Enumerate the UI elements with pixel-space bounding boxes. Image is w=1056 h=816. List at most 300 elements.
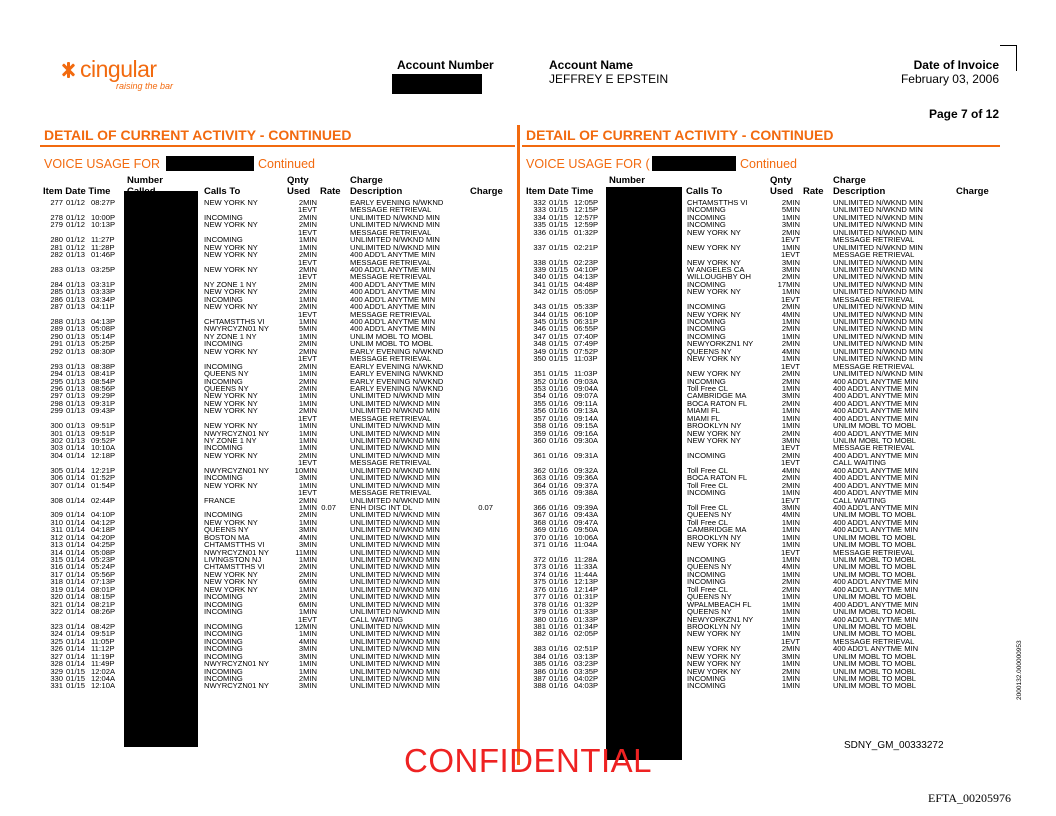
row-date: 01/16 <box>549 376 569 386</box>
row-item: 352 <box>533 376 546 386</box>
row-time: 10:06A <box>574 532 599 542</box>
row-item: 278 <box>50 212 63 222</box>
row-date: 01/12 <box>66 220 86 230</box>
row-date: 01/14 <box>66 480 86 490</box>
row-item: 281 <box>50 242 63 252</box>
row-date: 01/13 <box>66 331 86 341</box>
row-calls-to: NWYRCYZN01 NY <box>204 465 269 475</box>
row-used: 1EVT <box>298 488 317 498</box>
row-item: 286 <box>50 294 63 304</box>
row-description: MESSAGE RETRIEVAL <box>350 257 432 267</box>
row-item: 347 <box>533 331 546 341</box>
row-date: 01/14 <box>66 636 86 646</box>
row-description: UNLIM MOBL TO MOBL <box>833 666 916 676</box>
row-calls-to: INCOMING <box>204 644 243 654</box>
row-time: 03:23P <box>574 659 599 669</box>
row-date: 01/15 <box>549 302 569 312</box>
row-description: UNLIMITED N/WKND MIN <box>833 346 923 356</box>
row-date: 01/14 <box>66 569 86 579</box>
row-item: 342 <box>533 287 546 297</box>
row-date: 01/14 <box>66 607 86 617</box>
row-used: 3MIN <box>781 257 800 267</box>
row-item: 377 <box>533 592 546 602</box>
row-date: 01/16 <box>549 398 569 408</box>
row-description: UNLIMITED N/WKND MIN <box>833 212 923 222</box>
row-item: 348 <box>533 339 546 349</box>
row-calls-to: NEW YORK NY <box>204 302 258 312</box>
row-calls-to: Toll Free CL <box>687 584 728 594</box>
row-date: 01/16 <box>549 473 569 483</box>
row-description: 400 ADD'L ANYTME MIN <box>833 376 919 386</box>
row-used: 1MIN <box>298 391 317 401</box>
row-time: 02:51P <box>574 644 599 654</box>
row-calls-to: BOCA RATON FL <box>687 398 748 408</box>
row-item: 336 <box>533 227 546 237</box>
row-used: 1MIN <box>298 398 317 408</box>
row-used: 4MIN <box>781 346 800 356</box>
row-description: UNLIMITED N/WKND MIN <box>350 473 440 483</box>
row-description: 400 ADD'L ANYTME MIN <box>833 584 919 594</box>
row-time: 12:02A <box>91 666 116 676</box>
row-description: UNLIMITED N/WKND MIN <box>833 317 923 326</box>
row-date: 01/13 <box>66 369 86 379</box>
row-used: 2MIN <box>781 644 800 654</box>
row-description: UNLIMITED N/WKND MIN <box>833 339 923 349</box>
row-item: 327 <box>50 651 63 661</box>
row-date: 01/16 <box>549 406 569 416</box>
row-item: 359 <box>533 428 546 438</box>
row-used: 4MIN <box>298 532 317 542</box>
row-used: 1MIN <box>781 674 800 683</box>
row-description: 400 ADD'L ANYTME MIN <box>350 250 436 260</box>
table-row <box>43 348 503 355</box>
row-time: 09:04A <box>574 383 599 393</box>
row-used: 1EVT <box>781 294 800 304</box>
row-item: 386 <box>533 666 546 676</box>
row-time: 01:33P <box>574 614 599 624</box>
row-calls-to: NEW YORK NY <box>204 480 258 490</box>
row-date: 01/13 <box>66 324 86 334</box>
row-used: 2MIN <box>781 324 800 334</box>
row-item: 360 <box>533 436 546 445</box>
row-calls-to: NEW YORK NY <box>687 257 741 267</box>
row-calls-to: INCOMING <box>204 376 243 386</box>
row-date: 01/16 <box>549 391 569 401</box>
row-date: 01/14 <box>66 659 86 669</box>
row-description: 400 ADD'L ANYTME MIN <box>350 324 436 334</box>
row-calls-to: CAMBRIDGE MA <box>687 525 747 535</box>
row-used: 2MIN <box>781 376 800 386</box>
row-time: 09:11A <box>574 398 598 408</box>
row-date: 01/15 <box>549 331 569 341</box>
row-date: 01/13 <box>66 264 86 274</box>
row-date: 01/15 <box>549 227 569 237</box>
row-date: 01/13 <box>66 428 86 438</box>
row-calls-to: INCOMING <box>204 621 243 631</box>
row-date: 01/13 <box>66 361 86 371</box>
row-used: 3MIN <box>781 436 800 445</box>
date-of-invoice-label: Date of Invoice <box>913 58 999 72</box>
row-calls-to: INCOMING <box>687 324 726 334</box>
row-time: 12:13P <box>574 577 599 587</box>
row-description: UNLIM MOBL TO MOBL <box>833 532 916 542</box>
row-used: 17MIN <box>777 279 800 289</box>
row-date: 01/15 <box>549 220 569 230</box>
row-description: UNLIMITED N/WKND MIN <box>833 257 923 267</box>
row-description: UNLIMITED N/WKND MIN <box>350 666 440 676</box>
row-calls-to: NEW YORK NY <box>687 540 741 550</box>
row-date: 01/14 <box>66 651 86 661</box>
row-time: 09:51P <box>91 428 116 438</box>
row-item: 328 <box>50 659 63 669</box>
row-item: 362 <box>533 465 546 475</box>
row-time: 07:13P <box>91 577 116 587</box>
row-date: 01/13 <box>66 294 86 304</box>
row-item: 318 <box>50 577 63 587</box>
row-item: 340 <box>533 272 546 282</box>
row-date: 01/14 <box>66 644 86 654</box>
row-date: 01/13 <box>66 398 86 408</box>
row-date: 01/16 <box>549 480 569 490</box>
row-time: 08:26P <box>91 607 116 617</box>
row-item: 370 <box>533 532 546 542</box>
row-used: 1EVT <box>298 413 317 423</box>
row-calls-to: NEW YORK NY <box>204 287 258 297</box>
row-time: 03:34P <box>91 294 116 304</box>
row-description: UNLIM MOBL TO MOBL <box>833 421 916 431</box>
row-time: 09:38A <box>574 488 599 498</box>
row-time: 03:25P <box>91 264 116 274</box>
row-date: 01/14 <box>66 450 86 460</box>
table-row <box>526 437 986 444</box>
row-calls-to: QUEENS NY <box>204 383 249 393</box>
table-row <box>43 497 503 504</box>
row-used: 2MIN <box>298 198 317 207</box>
row-calls-to: INCOMING <box>204 294 243 304</box>
row-time: 01:34P <box>574 621 599 631</box>
row-time: 04:25P <box>91 540 116 550</box>
row-time: 09:15A <box>574 421 599 431</box>
row-time: 09:03A <box>574 376 599 386</box>
row-used: 1MIN <box>298 502 317 512</box>
row-item: 287 <box>50 302 63 312</box>
row-date: 01/15 <box>549 264 569 274</box>
row-description: UNLIM MOBL TO MOBL <box>833 629 916 639</box>
row-date: 01/14 <box>66 532 86 542</box>
row-calls-to: NEW YORK NY <box>204 406 258 416</box>
row-used: 1MIN <box>298 517 317 527</box>
row-time: 10:00P <box>91 212 116 222</box>
row-description: UNLIMITED N/WKND MIN <box>350 629 440 639</box>
row-used: 4MIN <box>781 510 800 520</box>
row-item: 307 <box>50 480 63 490</box>
row-item: 388 <box>533 681 546 691</box>
row-description: UNLIMITED N/WKND MIN <box>833 242 923 252</box>
row-used: 1EVT <box>298 257 317 267</box>
row-item: 371 <box>533 540 546 550</box>
row-calls-to: NWYRCYZN01 NY <box>204 681 269 691</box>
row-item: 295 <box>50 376 63 386</box>
row-date: 01/14 <box>66 547 86 557</box>
row-date: 01/16 <box>549 666 569 676</box>
row-item: 367 <box>533 510 546 520</box>
row-item: 372 <box>533 555 546 564</box>
account-name-label: Account Name <box>549 58 634 72</box>
row-item: 369 <box>533 525 546 535</box>
row-item: 313 <box>50 540 63 550</box>
row-description: UNLIM MOBL TO MOBL <box>833 592 916 602</box>
row-item: 311 <box>50 525 63 535</box>
row-calls-to: Toll Free CL <box>687 383 728 393</box>
row-used: 1MIN <box>298 242 317 252</box>
row-date: 01/16 <box>549 555 569 564</box>
row-time: 09:07A <box>574 391 599 401</box>
row-time: 04:13P <box>91 317 116 326</box>
row-description: UNLIMITED N/WKND MIN <box>350 599 440 609</box>
row-description: 400 ADD'L ANYTME MIN <box>350 287 436 297</box>
row-time: 07:49P <box>574 339 599 349</box>
row-used: 2MIN <box>781 198 800 207</box>
table-row <box>526 288 986 295</box>
row-used: 1MIN <box>781 421 800 431</box>
row-description: UNLIMITED N/WKND MIN <box>350 592 440 602</box>
row-date: 01/14 <box>66 562 86 572</box>
cingular-jack-icon <box>60 62 76 78</box>
row-item: 379 <box>533 607 546 617</box>
row-used: 2MIN <box>298 569 317 579</box>
row-time: 12:15P <box>574 205 599 215</box>
row-used: 1MIN <box>781 629 800 639</box>
row-description: UNLIMITED N/WKND MIN <box>833 354 923 364</box>
row-date: 01/14 <box>66 621 86 631</box>
table-row <box>43 199 503 206</box>
row-time: 05:14P <box>91 331 116 341</box>
row-date: 01/16 <box>549 569 569 579</box>
row-calls-to: INCOMING <box>687 220 726 230</box>
row-calls-to: BROOKLYN NY <box>687 532 742 542</box>
row-calls-to: Toll Free CL <box>687 517 728 527</box>
row-time: 10:10A <box>91 443 116 453</box>
row-date: 01/14 <box>66 443 86 453</box>
row-date: 01/16 <box>549 607 569 617</box>
row-item: 300 <box>50 421 63 431</box>
row-used: 3MIN <box>781 264 800 274</box>
corner-mark <box>1000 45 1017 71</box>
page-number: Page 7 of 12 <box>928 107 999 121</box>
row-description: UNLIMITED N/WKND MIN <box>350 220 440 230</box>
row-item: 296 <box>50 383 63 393</box>
table-row <box>43 682 503 689</box>
row-calls-to: NEW YORK NY <box>687 354 741 364</box>
row-calls-to: BOCA RATON FL <box>687 473 748 483</box>
row-time: 04:20P <box>91 532 116 542</box>
row-used: 2MIN <box>298 495 317 505</box>
row-description: MESSAGE RETRIEVAL <box>350 272 432 282</box>
row-calls-to: CHTAMSTTHS VI <box>687 198 748 207</box>
row-description: MESSAGE RETRIEVAL <box>350 205 432 215</box>
row-used: 2MIN <box>781 480 800 490</box>
section-rule-right <box>522 145 1000 147</box>
row-time: 01:32P <box>574 599 599 609</box>
row-description: EARLY EVENING N/WKND <box>350 383 444 393</box>
row-time: 12:57P <box>574 212 599 222</box>
col-qnty-right: Qnty <box>770 175 792 186</box>
col-charge-top-right: Charge <box>833 175 866 186</box>
row-calls-to: QUEENS NY <box>687 346 732 356</box>
row-item: 378 <box>533 599 546 609</box>
row-time: 04:13P <box>574 272 599 282</box>
row-used: 1MIN <box>781 555 800 564</box>
row-description: 400 ADD'L ANYTME MIN <box>350 302 436 312</box>
row-time: 04:48P <box>574 279 599 289</box>
row-item: 330 <box>50 674 63 683</box>
row-calls-to: NWYRCYZN01 NY <box>204 428 269 438</box>
row-date: 01/16 <box>549 525 569 535</box>
row-used: 1MIN <box>781 614 800 624</box>
row-description: MESSAGE RETRIEVAL <box>350 488 432 498</box>
row-date: 01/14 <box>66 510 86 520</box>
row-description: UNLIMITED N/WKND MIN <box>833 324 923 334</box>
row-description: MESSAGE RETRIEVAL <box>350 309 432 319</box>
row-item: 297 <box>50 391 63 401</box>
row-item: 332 <box>533 198 546 207</box>
row-calls-to: QUEENS NY <box>204 525 249 535</box>
row-item: 354 <box>533 391 546 401</box>
invoice-date: February 03, 2006 <box>900 72 999 86</box>
row-description: EARLY EVENING N/WKND <box>350 361 444 371</box>
row-time: 12:14P <box>574 584 599 594</box>
row-item: 343 <box>533 302 546 312</box>
row-time: 08:01P <box>91 584 116 594</box>
voice-usage-label-right: VOICE USAGE FOR ( <box>526 157 650 171</box>
row-time: 09:32A <box>574 465 599 475</box>
row-used: 1MIN <box>298 666 317 676</box>
row-time: 11:28P <box>91 242 115 252</box>
bates-number: SDNY_GM_00333272 <box>844 740 944 751</box>
row-time: 05:33P <box>574 302 599 312</box>
row-time: 11:03P <box>574 369 598 379</box>
row-description: 400 ADD'L ANYTME MIN <box>833 450 919 460</box>
row-date: 01/16 <box>549 621 569 631</box>
row-calls-to: NEW YORK NY <box>204 398 258 408</box>
row-description: 400 ADD'L ANYTME MIN <box>833 473 919 483</box>
row-calls-to: NEW YORK NY <box>204 577 258 587</box>
row-used: 6MIN <box>298 599 317 609</box>
row-used: 2MIN <box>781 428 800 438</box>
row-calls-to: NEW YORK NY <box>204 391 258 401</box>
row-calls-to: MIAMI FL <box>687 406 720 416</box>
row-description: UNLIM MOBL TO MOBL <box>833 659 916 669</box>
row-date: 01/13 <box>66 287 86 297</box>
row-time: 01:32P <box>574 227 599 237</box>
row-calls-to: NEW YORK NY <box>687 287 741 297</box>
row-item: 315 <box>50 555 63 564</box>
row-date: 01/16 <box>549 540 569 550</box>
row-date: 01/13 <box>66 421 86 431</box>
row-calls-to: NEW YORK NY <box>687 428 741 438</box>
row-calls-to: INCOMING <box>687 577 726 587</box>
row-calls-to: CHTAMSTTHS VI <box>204 540 265 550</box>
row-date: 01/16 <box>549 510 569 520</box>
row-time: 11:12P <box>91 644 115 654</box>
row-used: 1MIN <box>781 383 800 393</box>
col-used-right: Used <box>770 186 794 197</box>
row-description: UNLIMITED N/WKND MIN <box>350 510 440 520</box>
table-row <box>43 608 503 615</box>
row-used: 2MIN <box>298 562 317 572</box>
section-title-right: DETAIL OF CURRENT ACTIVITY - CONTINUED <box>526 127 834 143</box>
row-description: UNLIM MOBL TO MOBL <box>833 540 916 550</box>
row-description: UNLIMITED N/WKND MIN <box>350 525 440 535</box>
row-item: 321 <box>50 599 63 609</box>
row-used: 1EVT <box>781 547 800 557</box>
row-used: 1MIN <box>298 443 317 453</box>
row-used: 1MIN <box>781 599 800 609</box>
row-description: MESSAGE RETRIEVAL <box>833 294 915 304</box>
row-item: 291 <box>50 339 63 349</box>
row-time: 02:05P <box>574 629 599 639</box>
row-description: 400 ADD'L ANYTME MIN <box>350 317 436 326</box>
row-date: 01/12 <box>66 212 86 222</box>
row-date: 01/13 <box>66 383 86 393</box>
row-item: 305 <box>50 465 63 475</box>
row-date: 01/16 <box>549 674 569 683</box>
row-description: UNLIMITED N/WKND MIN <box>350 436 440 445</box>
row-item: 317 <box>50 569 63 579</box>
row-description: MESSAGE RETRIEVAL <box>833 636 915 646</box>
table-row <box>526 229 986 236</box>
row-calls-to: NEW YORK NY <box>687 309 741 319</box>
row-item: 358 <box>533 421 546 431</box>
row-item: 346 <box>533 324 546 334</box>
row-time: 09:31A <box>574 450 599 460</box>
row-description: UNLIMITED N/WKND MIN <box>350 584 440 594</box>
row-description: MESSAGE RETRIEVAL <box>833 250 915 260</box>
row-item: 293 <box>50 361 63 371</box>
row-date: 01/15 <box>549 354 569 364</box>
row-date: 01/15 <box>549 279 569 289</box>
row-calls-to: NEWYORKZN1 NY <box>687 339 754 349</box>
row-calls-to: INCOMING <box>687 205 726 215</box>
row-calls-to: NEW YORK NY <box>687 227 741 237</box>
row-date: 01/16 <box>549 681 569 691</box>
row-description: 400 ADD'L ANYTME MIN <box>833 480 919 490</box>
row-used: 1MIN <box>298 317 317 326</box>
row-item: 384 <box>533 651 546 661</box>
row-item: 314 <box>50 547 63 557</box>
redaction-account-number <box>392 74 482 94</box>
row-calls-to: NEW YORK NY <box>204 346 258 356</box>
row-used: 1EVT <box>298 227 317 237</box>
row-description: UNLIM MOBL TO MOBL <box>350 331 433 341</box>
row-time: 04:10P <box>574 264 599 274</box>
row-calls-to: INCOMING <box>687 317 726 326</box>
row-calls-to: NEW YORK NY <box>204 264 258 274</box>
row-calls-to: INCOMING <box>204 235 243 245</box>
row-used: 1MIN <box>781 331 800 341</box>
row-calls-to: INCOMING <box>687 376 726 386</box>
row-description: CALL WAITING <box>833 458 887 468</box>
row-time: 09:50A <box>574 525 599 535</box>
row-date: 01/14 <box>66 540 86 550</box>
row-time: 04:11P <box>91 302 115 312</box>
row-calls-to: NEW YORK NY <box>687 629 741 639</box>
row-description: UNLIMITED N/WKND MIN <box>350 659 440 669</box>
row-used: 2MIN <box>298 212 317 222</box>
row-time: 02:44P <box>91 495 116 505</box>
row-item: 323 <box>50 621 63 631</box>
row-time: 08:38P <box>91 361 116 371</box>
